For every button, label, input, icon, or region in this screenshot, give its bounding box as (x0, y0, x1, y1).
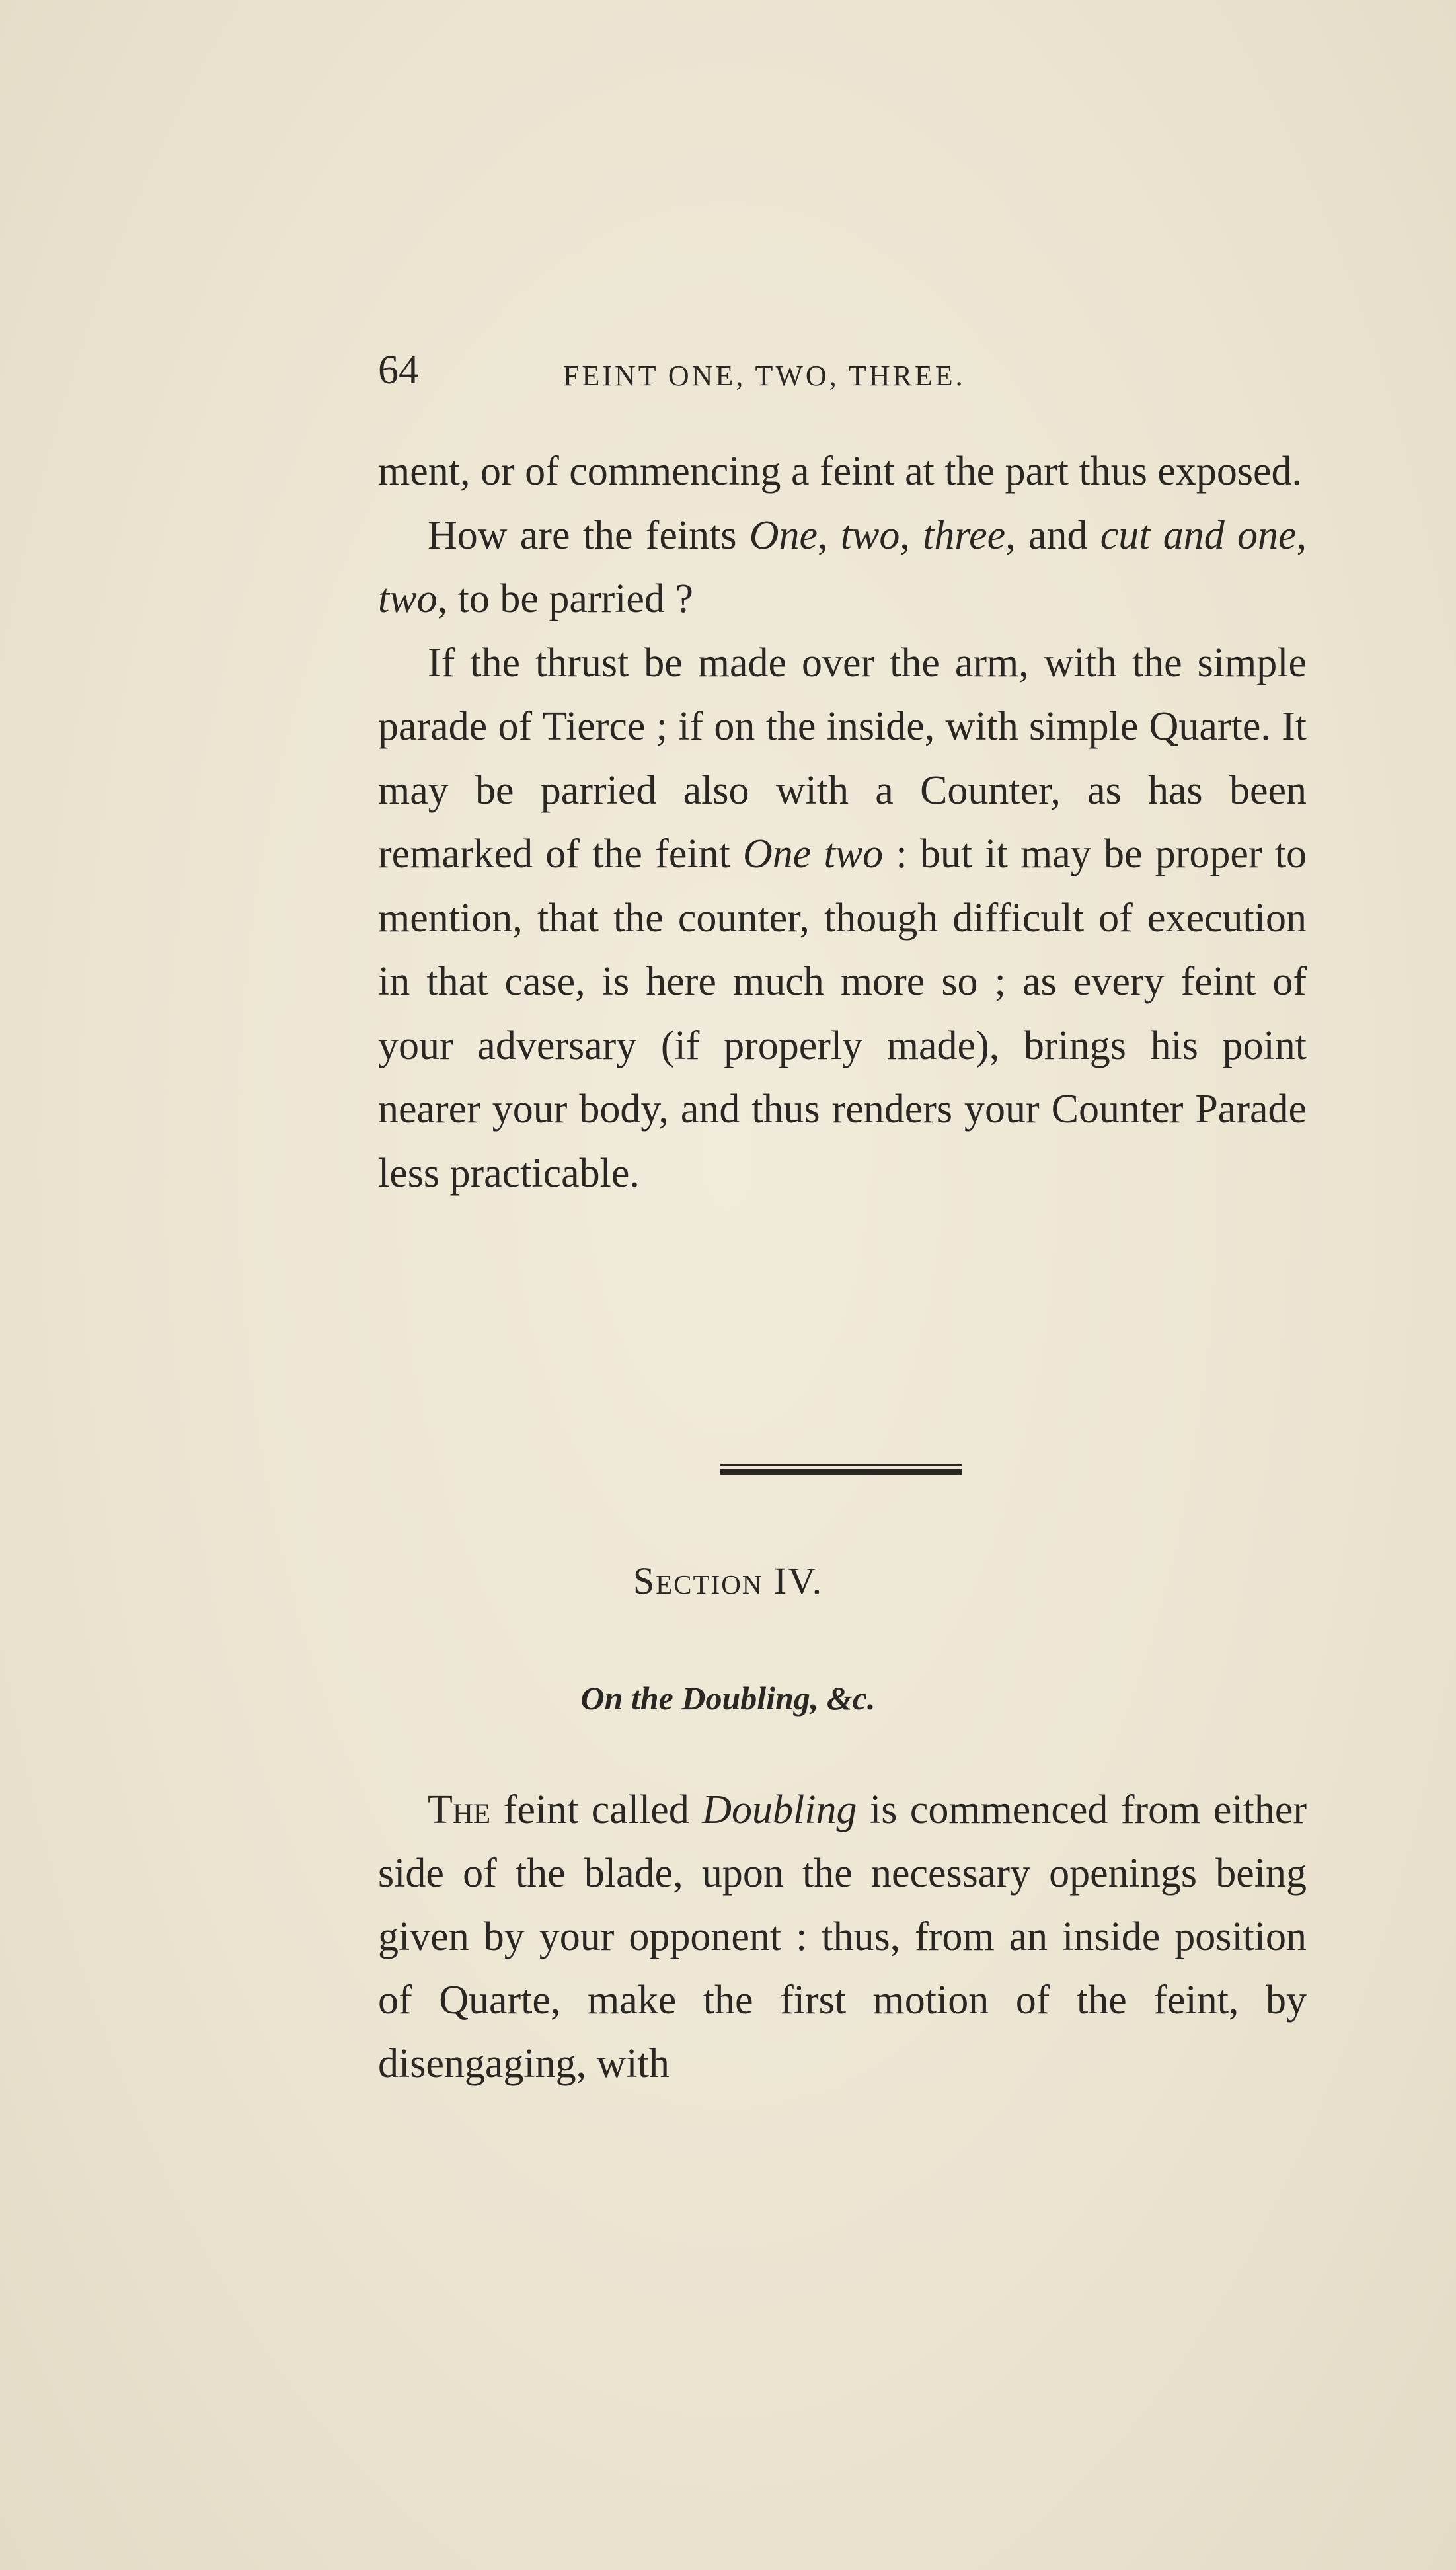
section-divider (720, 1464, 962, 1477)
section-text (378, 1778, 1307, 2095)
italic-term: One (749, 512, 818, 558)
italic-term: two (378, 576, 438, 621)
divider-thick-line (720, 1469, 962, 1475)
page-header (378, 347, 1303, 407)
text-run: is commenced from either side of the blade, upon the necessary openings being given by your opponent : thus, from an inside position of Quarte, make the first motion of the feint, by disengaging, with (378, 1787, 1307, 2086)
paragraph-continued: ment, or of commencing a feint at the part thus exposed. (378, 449, 1303, 494)
section-title: Section IV. (632, 1559, 824, 1602)
text-run: , to be parried ? (437, 576, 693, 621)
text-run: , (1296, 512, 1307, 558)
paragraph-question (378, 504, 1307, 631)
text-run: How are the feints (428, 512, 749, 558)
main-text (378, 440, 1307, 1205)
divider-thin-line (720, 1464, 962, 1466)
italic-term: three (923, 512, 1006, 558)
text-run: , and (1005, 512, 1100, 558)
opening-word: The (428, 1787, 491, 1832)
italic-term: two (840, 512, 900, 558)
text-run: , (900, 512, 923, 558)
running-head: FEINT ONE, TWO, THREE. (563, 360, 966, 392)
text-run: : but it may be proper to mention, that the counter, though difficult of execution in that case, is here much more so ; as every feint of your adversary (if properly made), brings his point nearer your body, and thus renders your Counter Parade less practicable. (378, 832, 1307, 1196)
text-run: feint called (490, 1787, 703, 1832)
section-subtitle: On the Doubling, &c. (580, 1680, 876, 1717)
paragraph-doubling (378, 1778, 1307, 2095)
italic-term: cut and one (1100, 512, 1297, 558)
italic-term: One two (743, 832, 884, 876)
text-run: , (818, 512, 841, 558)
paragraph-answer (378, 631, 1307, 1206)
text-run: If the thrust be made over the arm, with the simple parade of Tierce ; if on the inside, with simple Quarte. It may be parried also with a Counter, as has been remarked of the feint (378, 640, 1307, 876)
page-number: 64 (378, 348, 419, 393)
italic-term: Doubling (702, 1787, 857, 1832)
